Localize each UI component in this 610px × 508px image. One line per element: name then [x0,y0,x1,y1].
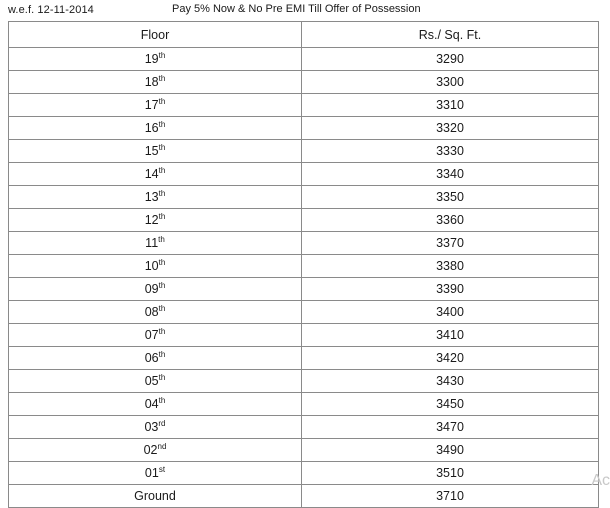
floor-ordinal-suffix: th [158,372,166,382]
floor-number: 10 [144,259,159,273]
floor-cell [9,48,302,71]
rate-cell: 3400 [302,301,599,324]
floor-cell [9,347,302,370]
floor-number: 14 [144,167,159,181]
table-row [9,393,599,416]
floor-ordinal-suffix: th [158,395,166,405]
table-row [9,324,599,347]
table-row [9,416,599,439]
rate-cell: 3420 [302,347,599,370]
rate-cell: 3470 [302,416,599,439]
table-row [9,439,599,462]
floor-ordinal-suffix: th [158,349,166,359]
floor-ordinal-suffix: th [158,234,165,244]
rate-cell: 3410 [302,324,599,347]
rate-cell: 3370 [302,232,599,255]
floor-number: 08 [144,305,159,319]
floor-rate-table [8,21,599,508]
page-header [0,0,606,18]
floor-cell [9,94,302,117]
floor-ordinal-suffix: th [158,257,166,267]
floor-cell [9,232,302,255]
rate-cell: 3430 [302,370,599,393]
watermark-text: Ac [591,472,610,489]
floor-cell [9,324,302,347]
offer-text: Pay 5% Now & No Pre EMI Till Offer of Possession [172,3,421,15]
floor-number: 02 [143,443,158,457]
floor-cell [9,485,302,508]
floor-number: 03 [144,420,159,434]
rate-cell: 3340 [302,163,599,186]
table-row [9,163,599,186]
table-row [9,278,599,301]
table-row [9,462,599,485]
floor-cell [9,416,302,439]
rate-cell: 3710 [302,485,599,508]
rate-cell: 3300 [302,71,599,94]
floor-cell [9,393,302,416]
floor-ordinal-suffix: th [158,142,166,152]
floor-number: 06 [144,351,159,365]
floor-ordinal-suffix: th [158,165,166,175]
table-row [9,117,599,140]
table-row [9,186,599,209]
floor-ordinal-suffix: th [158,119,166,129]
rate-cell: 3390 [302,278,599,301]
floor-cell [9,278,302,301]
table-row [9,255,599,278]
floor-number: 12 [144,213,159,227]
floor-ordinal-suffix: rd [158,418,166,428]
floor-number: 17 [144,98,159,112]
floor-number: 11 [145,236,159,250]
rate-cell: 3330 [302,140,599,163]
floor-cell [9,439,302,462]
rate-cell: 3350 [302,186,599,209]
floor-number: 16 [144,121,159,135]
floor-cell [9,140,302,163]
floor-ordinal-suffix: th [158,211,166,221]
floor-number: 07 [144,328,159,342]
floor-number: 18 [144,75,159,89]
effective-date: w.e.f. 12-11-2014 [8,4,94,16]
floor-ordinal-suffix: th [158,326,166,336]
column-header-floor: Floor [9,22,302,48]
rate-cell: 3320 [302,117,599,140]
floor-number: Ground [134,489,176,503]
floor-number: 09 [144,282,159,296]
floor-number: 04 [144,397,159,411]
floor-cell [9,301,302,324]
floor-cell [9,209,302,232]
floor-ordinal-suffix: th [158,73,166,83]
floor-ordinal-suffix: th [158,280,166,290]
floor-cell [9,255,302,278]
rate-cell: 3380 [302,255,599,278]
table-header-row [9,22,599,48]
rate-cell: 3290 [302,48,599,71]
column-header-rate: Rs./ Sq. Ft. [302,22,599,48]
table-row [9,140,599,163]
table-row [9,347,599,370]
rate-cell: 3490 [302,439,599,462]
floor-ordinal-suffix: th [158,303,166,313]
floor-number: 05 [144,374,159,388]
floor-number: 01 [144,466,159,480]
floor-ordinal-suffix: th [158,188,166,198]
table-row [9,370,599,393]
table-row [9,232,599,255]
floor-cell [9,370,302,393]
table-row [9,94,599,117]
floor-number: 15 [144,144,159,158]
table-row [9,209,599,232]
floor-cell [9,186,302,209]
floor-cell [9,163,302,186]
rate-cell: 3450 [302,393,599,416]
floor-cell [9,117,302,140]
rate-cell: 3360 [302,209,599,232]
floor-cell [9,71,302,94]
table-row [9,301,599,324]
floor-number: 13 [144,190,159,204]
table-row [9,485,599,508]
floor-cell [9,462,302,485]
table-row [9,48,599,71]
floor-ordinal-suffix: th [158,96,166,106]
rate-cell: 3510 [302,462,599,485]
rate-cell: 3310 [302,94,599,117]
floor-ordinal-suffix: st [158,464,166,474]
floor-ordinal-suffix: nd [157,441,167,451]
floor-ordinal-suffix: th [158,50,166,60]
table-row [9,71,599,94]
floor-number: 19 [144,52,159,66]
